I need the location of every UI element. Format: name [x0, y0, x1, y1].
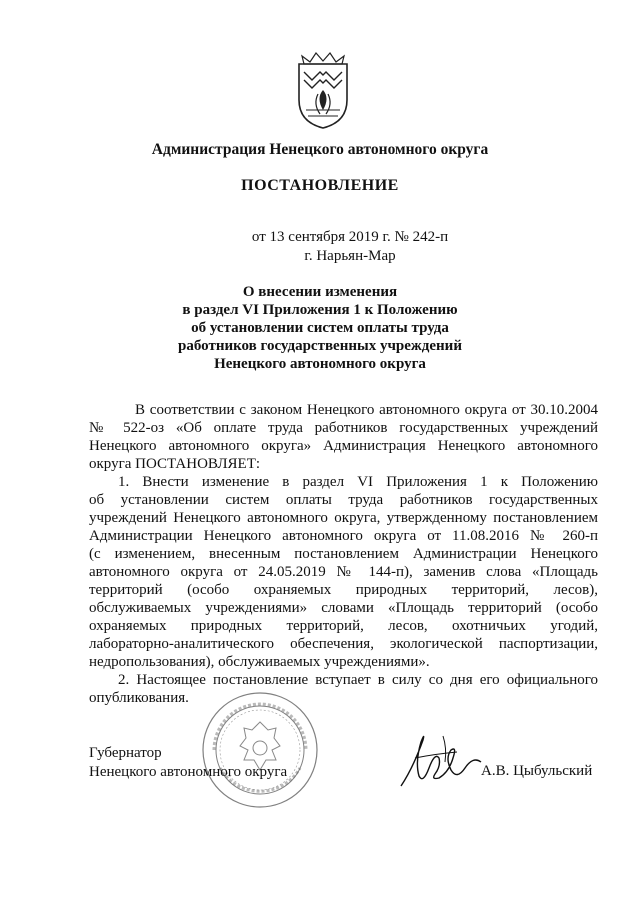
body-line: Ненецкого автономного округа» Администрация Ненецкого автономного — [89, 438, 598, 454]
body-line: автономного округа от 24.05.2019 № 144-п), заменив слова «Площадь — [89, 564, 598, 580]
body-line: лабораторно-аналитического обеспечения, экологической паспортизации, — [89, 636, 598, 652]
signer-position: Губернатор — [89, 745, 162, 761]
document-title — [0, 283, 640, 373]
coat-of-arms-emblem — [296, 50, 350, 130]
signer-position: Ненецкого автономного округа — [89, 764, 288, 780]
body-line: (с изменением, внесенным постановлением Администрации Ненецкого — [89, 546, 598, 562]
body-line: учреждений Ненецкого автономного округа, утвержденному постановлением — [89, 510, 598, 526]
body-line: территорий (особо охраняемых природных территорий, лесов), — [89, 582, 598, 598]
date-number: от 13 сентября 2019 г. № 242-п — [251, 229, 449, 245]
body-line: округа ПОСТАНОВЛЯЕТ: — [89, 456, 261, 472]
body-line: опубликования. — [89, 690, 189, 706]
title-line: работников государственных учреждений — [178, 338, 462, 354]
title-line: об установлении систем оплаты труда — [191, 320, 449, 336]
organization-name: Администрация Ненецкого автономного округа — [151, 141, 489, 158]
handwritten-signature — [395, 728, 490, 790]
body-line: обслуживаемых учреждениями» словами «Площадь территорий (особо — [89, 600, 598, 616]
body-line: В соответствии с законом Ненецкого автономного округа от 30.10.2004 — [135, 402, 598, 418]
title-line: Ненецкого автономного округа — [214, 356, 426, 372]
official-seal-stamp — [200, 690, 320, 810]
body-line: 1. Внести изменение в раздел VI Приложения 1 к Положению — [118, 474, 598, 490]
body-line: 2. Настоящее постановление вступает в силу со дня его официального — [118, 672, 598, 688]
body-line: № 522-оз «Об оплате труда работников государственных учреждений — [89, 420, 598, 436]
document-type: ПОСТАНОВЛЕНИЕ — [241, 177, 399, 194]
title-line: О внесении изменения — [242, 284, 398, 300]
body-line: об установлении систем оплаты труда работников государственных — [89, 492, 598, 508]
signer-name: А.В. Цыбульский — [481, 763, 593, 779]
title-line: в раздел VI Приложения 1 к Положению — [182, 302, 458, 318]
city: г. Нарьян-Мар — [304, 248, 396, 264]
body-line: охраняемых природных территорий, лесов, охотничьих угодий, — [89, 618, 598, 634]
body-line: Администрации Ненецкого автономного округа от 11.08.2016 № 260-п — [89, 528, 598, 544]
body-line: недропользования), обслуживаемых учреждениями». — [89, 654, 430, 670]
